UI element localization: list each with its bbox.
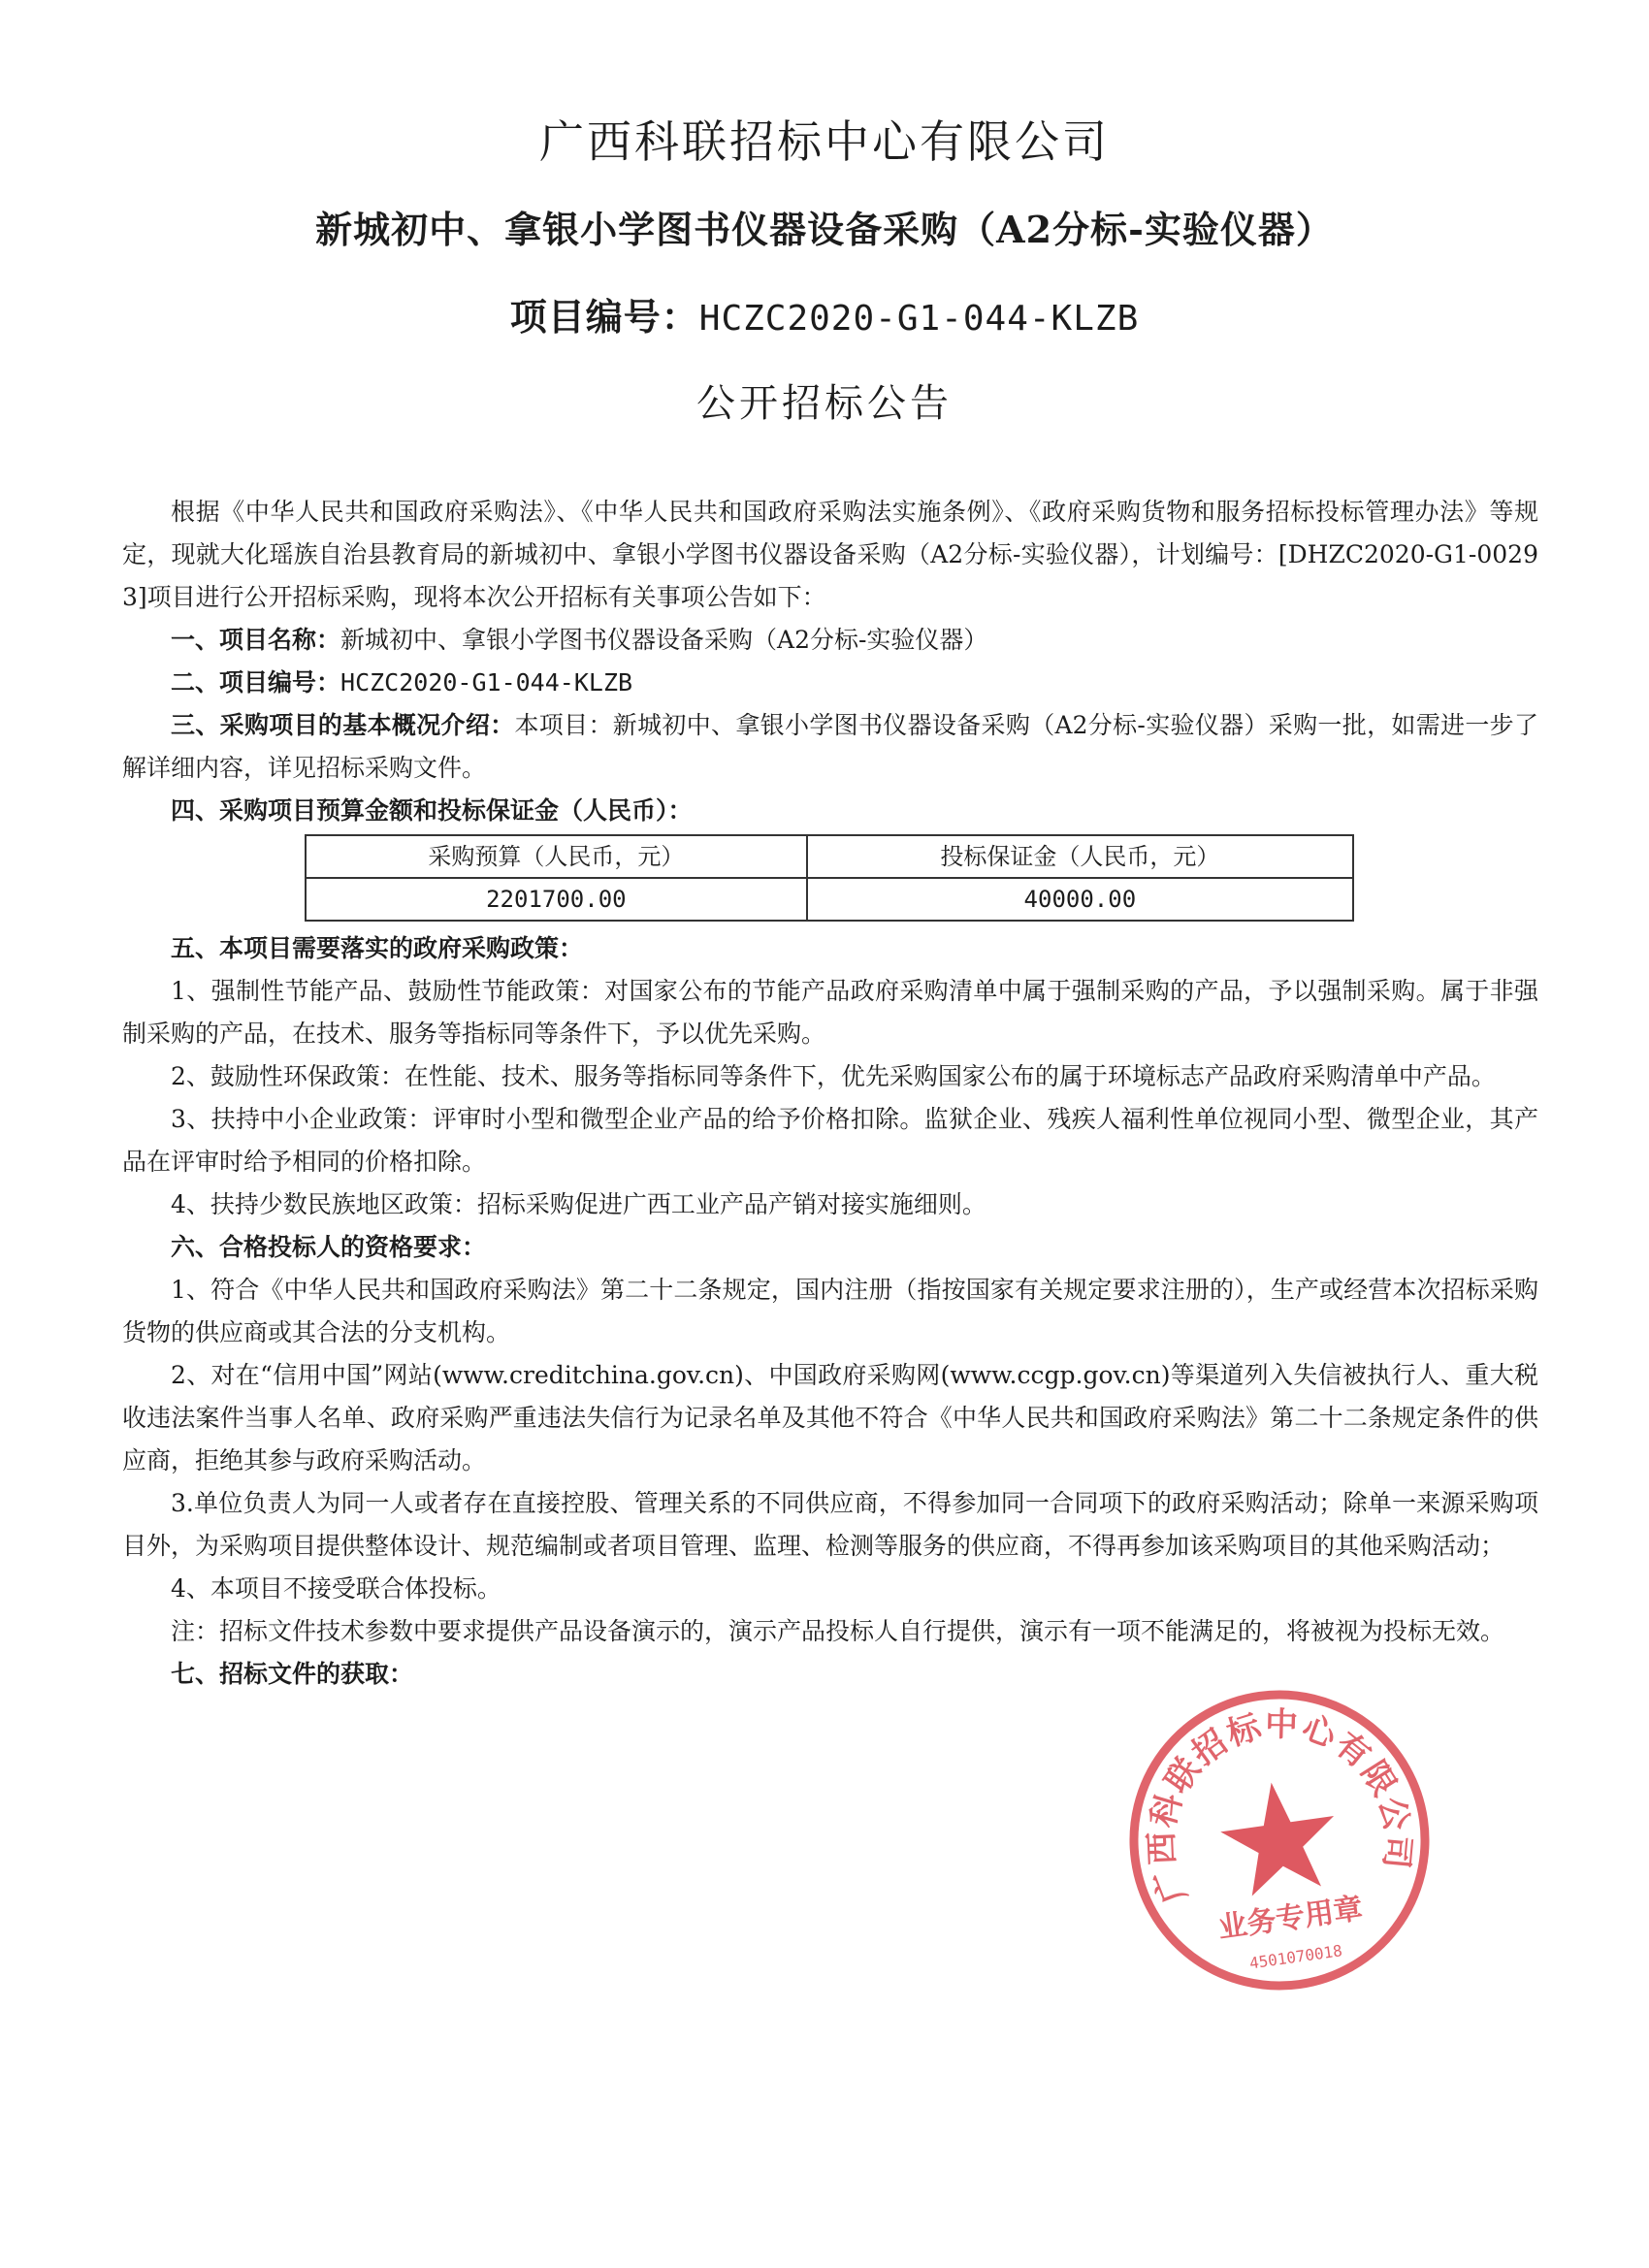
item-heading: 二、项目编号： bbox=[171, 668, 341, 697]
section7-heading: 七、招标文件的获取： bbox=[171, 1660, 414, 1688]
project-number-label: 项目编号： bbox=[509, 295, 699, 339]
seal-graphic bbox=[1099, 1660, 1461, 2022]
policy-item: 2、鼓励性环保政策：在性能、技术、服务等指标同等条件下，优先采购国家公布的属于环境标志产品政府采购清单中产品。 bbox=[171, 1062, 1496, 1090]
table-cell-budget: 2201700.00 bbox=[306, 878, 807, 921]
table-header-budget: 采购预算（人民币，元） bbox=[306, 835, 807, 878]
qualification-item: 3.单位负责人为同一人或者存在直接控股、管理关系的不同供应商，不得参加同一合同项下的政府采购活动；除单一来源采购项目外，为采购项目提供整体设计、规范编制或者项目管理、监理、检测等服务的供应商，不得再参加该采购项目的其他采购活动； bbox=[122, 1489, 1538, 1560]
table-row bbox=[306, 878, 1353, 921]
company-seal bbox=[1099, 1660, 1461, 2022]
item-project-number bbox=[122, 662, 1538, 704]
policy-item: 3、扶持中小企业政策：评审时小型和微型企业产品的给予价格扣除。监狱企业、残疾人福利性单位视同小型、微型企业，其产品在评审时给予相同的价格扣除。 bbox=[122, 1105, 1538, 1176]
seal-ring-text: 广西科联招标中心有限公司 bbox=[1142, 1704, 1418, 1909]
qualification-note: 注：招标文件技术参数中要求提供产品设备演示的，演示产品投标人自行提供，演示有一项不能满足的，将被视为投标无效。 bbox=[171, 1617, 1505, 1645]
project-number-heading bbox=[0, 287, 1649, 340]
item-project-name bbox=[122, 619, 1538, 662]
item-value: HCZC2020-G1-044-KLZB bbox=[340, 668, 633, 697]
notice-title: 公开招标公告 bbox=[696, 381, 953, 426]
item-overview bbox=[122, 704, 1538, 790]
star-icon bbox=[1214, 1774, 1343, 1898]
item-value: 本项目：新城初中、拿银小学图书仪器设备采购（A2分标-实验仪器）采购一批，如需进一步了解详细内容，详见招标采购文件。 bbox=[122, 711, 1538, 782]
table-row bbox=[306, 835, 1353, 878]
seal-bottom-text: 业务专用章 bbox=[1215, 1891, 1366, 1946]
table-header-deposit: 投标保证金（人民币，元） bbox=[807, 835, 1353, 878]
item-heading: 一、项目名称： bbox=[171, 626, 341, 654]
policy-item: 4、扶持少数民族地区政策：招标采购促进广西工业产品产销对接实施细则。 bbox=[171, 1190, 986, 1218]
qualification-item: 1、符合《中华人民共和国政府采购法》第二十二条规定，国内注册（指按国家有关规定要求注册的），生产或经营本次招标采购货物的供应商或其合法的分支机构。 bbox=[122, 1276, 1538, 1346]
notice-body bbox=[122, 491, 1538, 1696]
qualification-heading: 六、合格投标人的资格要求： bbox=[171, 1233, 487, 1261]
qualification-item: 2、对在“信用中国”网站(www.creditchina.gov.cn)、中国政府采购网(www.ccgp.gov.cn)等渠道列入失信被执行人、重大税收违法案件当事人名单、政府采购严重违法失信行为记录名单及其他不符合《中华人民共和国政府采购法》第二十二条规定条件的供应商，拒绝其参与政府采购活动。 bbox=[122, 1361, 1538, 1474]
company-name: 广西科联招标中心有限公司 bbox=[539, 115, 1110, 168]
budget-table bbox=[305, 834, 1354, 922]
item-heading: 三、采购项目的基本概况介绍： bbox=[171, 711, 515, 739]
project-number-code: HCZC2020-G1-044-KLZB bbox=[698, 299, 1140, 339]
intro-paragraph: 根据《中华人民共和国政府采购法》、《中华人民共和国政府采购法实施条例》、《政府采购货物和服务招标投标管理办法》等规定，现就大化瑶族自治县教育局的新城初中、拿银小学图书仪器设备采购（A2分标-实验仪器），计划编号：[DHZC2020-G1-00293]项目进行公开招标采购，现将本次公开招标有关事项公告如下： bbox=[122, 498, 1538, 611]
item-value: 新城初中、拿银小学图书仪器设备采购（A2分标-实验仪器） bbox=[340, 626, 988, 654]
table-cell-deposit: 40000.00 bbox=[807, 878, 1353, 921]
item-budget-heading: 四、采购项目预算金额和投标保证金（人民币）： bbox=[171, 796, 693, 825]
seal-number: 4501070018 bbox=[1247, 1941, 1343, 1973]
policy-item: 1、强制性节能产品、鼓励性节能政策：对国家公布的节能产品政府采购清单中属于强制采购的产品，予以强制采购。属于非强制采购的产品，在技术、服务等指标同等条件下，予以优先采购。 bbox=[122, 977, 1538, 1048]
policy-heading: 五、本项目需要落实的政府采购政策： bbox=[171, 934, 584, 962]
project-title: 新城初中、拿银小学图书仪器设备采购（A2分标-实验仪器） bbox=[315, 208, 1334, 251]
qualification-item: 4、本项目不接受联合体投标。 bbox=[171, 1574, 501, 1603]
